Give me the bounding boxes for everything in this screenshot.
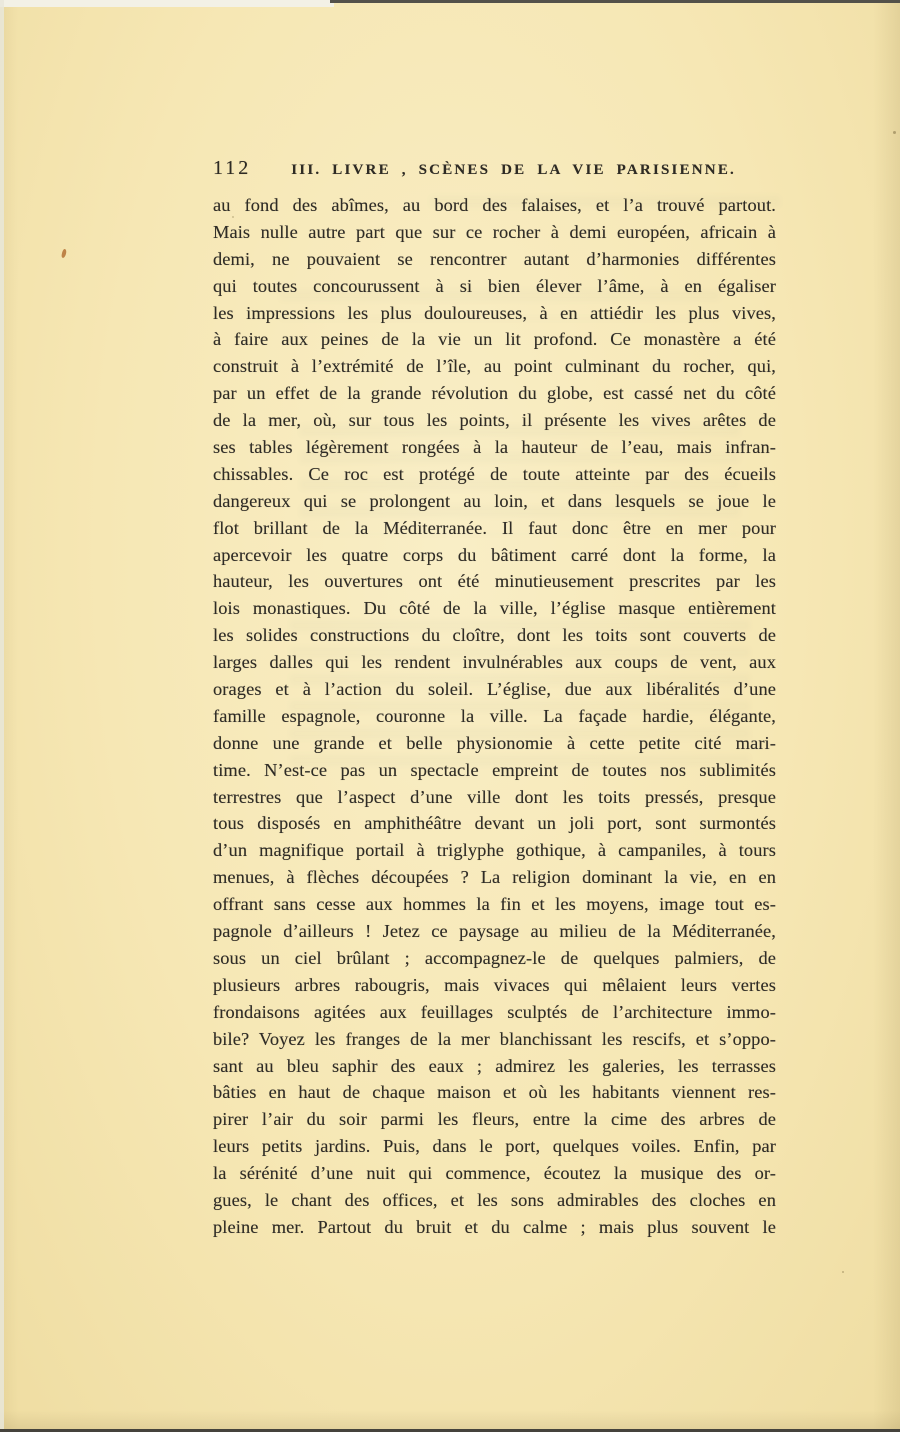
text-line: les solides constructions du cloître, dont les toits sont couverts de [213, 625, 776, 646]
text-line: offrant sans cesse aux hommes la fin et les moyens, image tout es- [213, 894, 776, 915]
paper-speck [893, 131, 896, 134]
text-line: gues, le chant des offices, et les sons admirables des cloches en [213, 1189, 776, 1210]
text-line: pagnole d’ailleurs ! Jetez ce paysage au milieu de la Méditerranée, [213, 921, 776, 942]
text-line: ses tables légèrement rongées à la hauteur de l’eau, mais infran- [213, 437, 776, 458]
text-line: qui toutes concourussent à si bien élever l’âme, à en égaliser [213, 275, 776, 296]
text-line: donne une grande et belle physionomie à cette petite cité mari- [213, 732, 776, 753]
text-line: terrestres que l’aspect d’une ville dont les toits pressés, presque [213, 786, 776, 807]
text-line: frondaisons agitées aux feuillages sculptés de l’architecture immo- [213, 1001, 776, 1022]
text-line: apercevoir les quatre corps du bâtiment carré dont la forme, la [213, 544, 776, 565]
text-line: tous disposés en amphithéâtre devant un joli port, sont surmontés [213, 813, 776, 834]
text-line: larges dalles qui les rendent invulnérables aux coups de vent, aux [213, 652, 776, 673]
text-line: la sérénité d’une nuit qui commence, écoutez la musique des or- [213, 1163, 776, 1184]
page-number: 112 [213, 157, 252, 179]
text-line: pirer l’air du soir parmi les fleurs, entre la cime des arbres de [213, 1109, 776, 1130]
scan-edge-top-white [0, 0, 334, 7]
text-line: sous un ciel brûlant ; accompagnez-le de quelques palmiers, de [213, 947, 776, 968]
text-line: Mais nulle autre part que sur ce rocher à demi européen, africain à [213, 221, 776, 242]
text-line: par un effet de la grande révolution du globe, est cassé net du côté [213, 383, 776, 404]
text-line: lois monastiques. Du côté de la ville, l’église masque entièrement [213, 598, 776, 619]
text-line: time. N’est-ce pas un spectacle empreint de toutes nos sublimités [213, 759, 776, 780]
text-line: sant au bleu saphir des eaux ; admirez les galeries, les terrasses [213, 1055, 776, 1076]
text-line: demi, ne pouvaient se rencontrer autant d’harmonies différentes [213, 248, 776, 269]
body-text [213, 192, 776, 1241]
text-line: flot brillant de la Méditerranée. Il faut donc être en mer pour [213, 517, 776, 538]
scan-edge-left-white [0, 0, 4, 1432]
text-line: dangereux qui se prolongent au loin, et dans lesquels se joue le [213, 490, 776, 511]
paper-fleck [61, 249, 67, 259]
text-line: les impressions les plus douloureuses, à en attiédir les plus vives, [213, 302, 776, 323]
text-line: bile? Voyez les franges de la mer blanchissant les rescifs, et s’oppo- [213, 1028, 776, 1049]
text-line: chissables. Ce roc est protégé de toute atteinte par des écueils [213, 463, 776, 484]
text-line: leurs petits jardins. Puis, dans le port, quelques voiles. Enfin, par [213, 1136, 776, 1157]
scan-edge-top-dark [330, 0, 900, 3]
text-line: menues, à flèches découpées ? La religion dominant la vie, en en [213, 867, 776, 888]
text-line: de la mer, où, sur tous les points, il présente les vives arêtes de [213, 410, 776, 431]
text-line: hauteur, les ouvertures ont été minutieusement prescrites par les [213, 571, 776, 592]
text-line: bâties en haut de chaque maison et où les habitants viennent res- [213, 1082, 776, 1103]
text-line: à faire aux peines de la vie un lit profond. Ce monastère a été [213, 329, 776, 350]
text-line: d’un magnifique portail à triglyphe gothique, à campaniles, à tours [213, 840, 776, 861]
paper-speck [842, 1271, 844, 1273]
running-head-title: III. LIVRE , SCÈNES DE LA VIE PARISIENNE. [291, 162, 736, 178]
text-line: au fond des abîmes, au bord des falaises, et l’a trouvé partout. [213, 195, 776, 215]
text-line: famille espagnole, couronne la ville. La façade hardie, élégante, [213, 705, 776, 726]
text-line: plusieurs arbres rabougris, mais vivaces qui mêlaient leurs vertes [213, 974, 776, 995]
text-line: orages et à l’action du soleil. L’église, due aux libéralités d’une [213, 679, 776, 700]
running-header [213, 157, 776, 180]
text-line: pleine mer. Partout du bruit et du calme ; mais plus souvent le [213, 1216, 776, 1237]
text-line: construit à l’extrémité de l’île, au point culminant du rocher, qui, [213, 356, 776, 377]
